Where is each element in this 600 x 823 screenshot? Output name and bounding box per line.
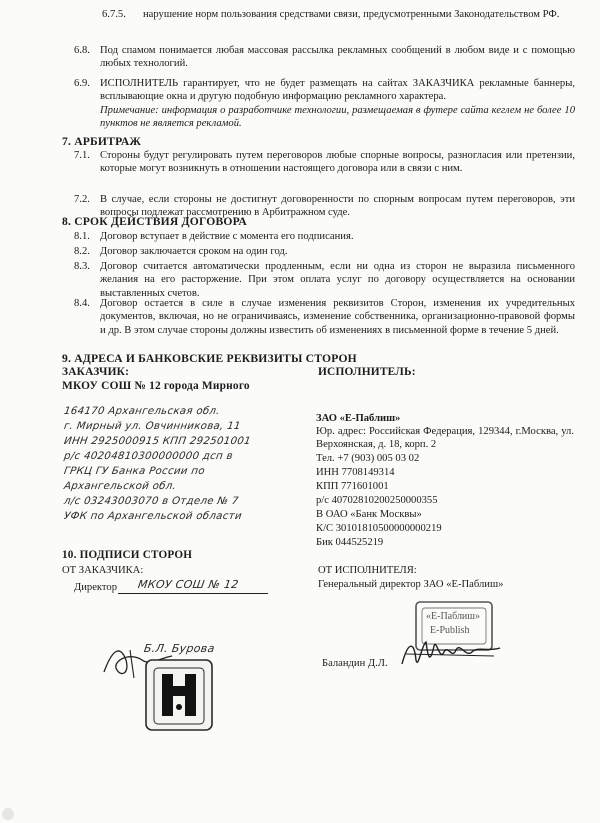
item-text-68: Под спамом понимается любая массовая рассылка рекламных сообщений в любом виде и с помощью любых технологий.: [100, 45, 575, 70]
stamp-right-text-1: «Е-Паблиш»: [426, 611, 480, 622]
customer-requisite-line: ИНН 2925000915 КПП 292501001: [63, 436, 252, 447]
customer-label: ЗАКАЗЧИК:: [62, 366, 130, 378]
director-handwritten: МКОУ СОШ № 12: [137, 578, 240, 591]
contractor-label: ИСПОЛНИТЕЛЬ:: [318, 366, 416, 378]
item-text-83: Договор считается автоматически продленным, если ни одна из сторон не выразила письменного желания на его расторжение. При этом оплата услуг по договору осуществляется на основании выставленных счетов.: [100, 261, 575, 299]
item-text-72: В случае, если стороны не достигнут договоренности по спорным вопросам путем переговоров, эти вопросы подлежат рассмотрению в Арбитражном суде.: [100, 194, 575, 219]
contractor-signature-icon: [396, 634, 506, 674]
item-text-82: Договор заключается сроком на один год.: [100, 246, 288, 257]
item-text-81: Договор вступает в действие с момента его подписания.: [100, 231, 354, 242]
customer-requisite-line: р/с 40204810300000000 дсп в: [63, 451, 234, 462]
contractor-corr-account: К/С 30101810500000000219: [316, 523, 442, 534]
general-director-label: Генеральный директор ЗАО «Е-Паблиш»: [318, 579, 504, 590]
contractor-kpp: КПП 771601001: [316, 481, 389, 492]
section-heading-8: 8. СРОК ДЕЙСТВИЯ ДОГОВОРА: [62, 215, 247, 228]
section-heading-7: 7. АРБИТРАЖ: [62, 135, 142, 148]
stamp-left-handwritten: Б.Л. Бурова: [143, 642, 216, 655]
customer-requisite-line: г. Мирный ул. Овчинникова, 11: [63, 421, 242, 432]
item-text-84: Договор остается в силе в случае изменения реквизитов Сторон, изменения их учредительных документов, включая, но не ограничиваясь, изменение собственника, организационно-правовой формы и др. В этом случае стороны должны известить об изменениях в письменной форме в течение 5 дней.: [100, 298, 575, 336]
customer-requisite-line: ГРКЦ ГУ Банка России по: [63, 466, 206, 477]
item-text-71: Стороны будут регулировать путем переговоров любые спорные вопросы, разногласия или претензии, которые могут возникнуть в отношении настоящего договора или в связи с ним.: [100, 150, 575, 175]
item-number: 7.2.: [74, 194, 90, 205]
item-text-675: нарушение норм пользования средствами связи, предусмотренными Законодательством РФ.: [143, 9, 560, 20]
section-heading-9: 9. АДРЕСА И БАНКОВСКИЕ РЕКВИЗИТЫ СТОРОН: [62, 352, 357, 365]
director-label: Директор: [74, 582, 117, 593]
customer-requisite-line: л/с 03243003070 в Отделе № 7: [63, 496, 240, 507]
punch-hole-mark: [2, 808, 14, 820]
customer-requisite-line: 164170 Архангельская обл.: [63, 406, 221, 417]
item-number: 6.9.: [74, 78, 90, 89]
from-contractor-label: ОТ ИСПОЛНИТЕЛЯ:: [318, 565, 417, 576]
signer-name: Баландин Д.Л.: [322, 658, 388, 669]
from-customer-label: ОТ ЗАКАЗЧИКА:: [62, 565, 144, 576]
item-number: 8.3.: [74, 261, 90, 272]
section-heading-10: 10. ПОДПИСИ СТОРОН: [62, 549, 193, 561]
contractor-bank: В ОАО «Банк Москвы»: [316, 509, 422, 520]
item-number: 8.4.: [74, 298, 90, 309]
contractor-phone: Тел. +7 (903) 005 03 02: [316, 453, 420, 464]
customer-seal-icon: [140, 656, 220, 734]
contractor-name: ЗАО «Е-Паблиш»: [316, 413, 401, 424]
item-note-69: Примечание: информация о разработчике технологии, размещаемая в футере сайта кеглем не более 10 пунктов не является рекламой.: [100, 105, 575, 130]
contractor-inn: ИНН 7708149314: [316, 467, 395, 478]
contractor-account: р/с 40702810200250000355: [316, 495, 438, 506]
director-signature-line: [118, 593, 268, 594]
item-number: 8.2.: [74, 246, 90, 257]
customer-requisite-line: УФК по Архангельской области: [63, 511, 243, 522]
item-number: 7.1.: [74, 150, 90, 161]
contractor-bik: Бик 044525219: [316, 537, 384, 548]
stamp-right-text-2: E-Publish: [430, 625, 470, 636]
contractor-address: Юр. адрес: Российская Федерация, 129344, г.Москва, ул. Верхоянская, д. 18, корп. 2: [316, 426, 574, 451]
item-text-69: ИСПОЛНИТЕЛЬ гарантирует, что не будет размещать на сайтах ЗАКАЗЧИКА рекламные баннеры, всплывающие окна и другую подобную информацию рекламного характера.: [100, 78, 575, 103]
item-number: 8.1.: [74, 231, 90, 242]
customer-name: МКОУ СОШ № 12 города Мирного: [62, 380, 250, 392]
item-number: 6.8.: [74, 45, 90, 56]
customer-requisite-line: Архангельской обл.: [63, 481, 177, 492]
item-number: 6.7.5.: [102, 9, 126, 20]
